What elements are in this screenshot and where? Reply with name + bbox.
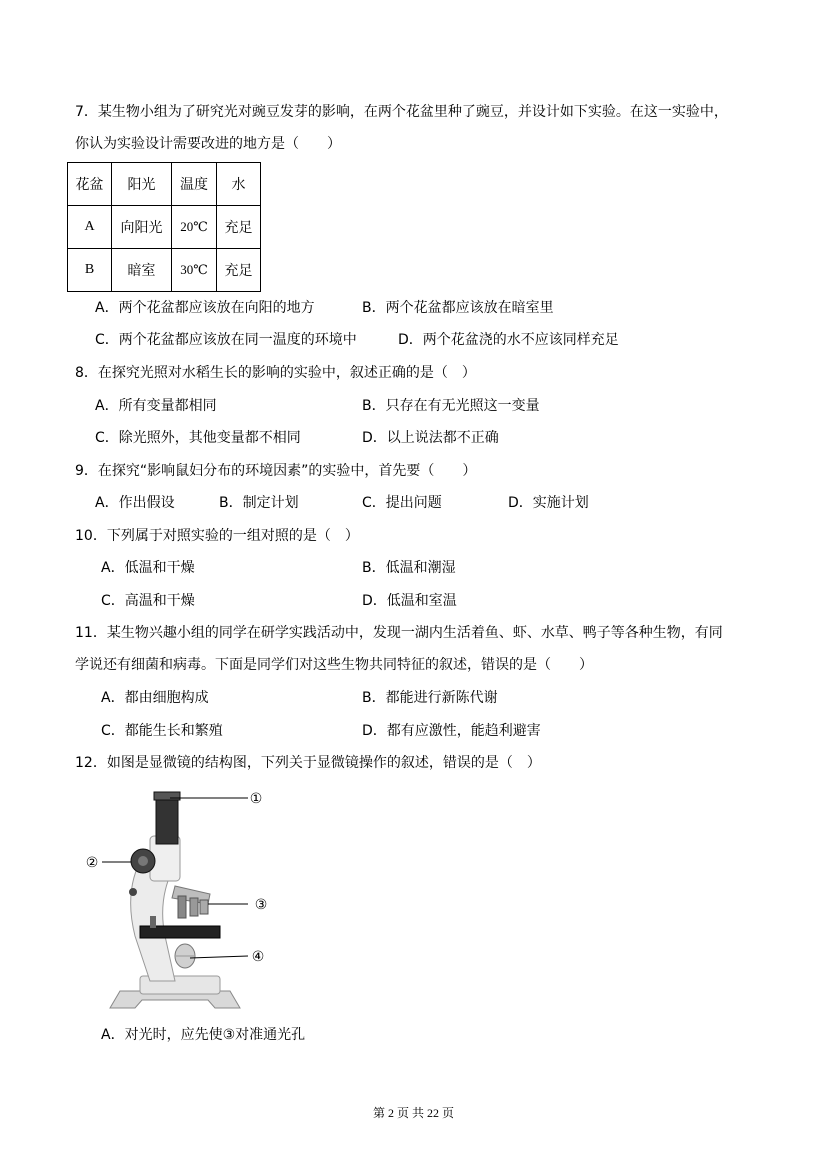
- q12-stem: 12．如图是显微镜的结构图，下列关于显微镜操作的叙述，错误的是（ ）: [75, 755, 541, 771]
- table-row: [68, 249, 261, 292]
- q10-option-b[interactable]: B．低温和潮湿: [362, 560, 456, 576]
- q8-option-a[interactable]: A．所有变量都相同: [95, 398, 217, 414]
- q8-option-d[interactable]: D．以上说法都不正确: [362, 430, 499, 446]
- q9-stem: 9．在探究“影响鼠妇分布的环境因素”的实验中，首先要（ ）: [75, 463, 477, 479]
- figure-label-4: ④: [251, 949, 265, 965]
- q12-option-a[interactable]: A．对光时，应先使③对准通光孔: [101, 1027, 306, 1043]
- q8-option-b[interactable]: B．只存在有无光照这一变量: [362, 398, 540, 414]
- q10-stem: 10．下列属于对照实验的一组对照的是（ ）: [75, 528, 359, 544]
- q7-experiment-table: [67, 162, 261, 292]
- table-cell: 向阳光: [112, 206, 172, 249]
- q10-option-a[interactable]: A．低温和干燥: [101, 560, 195, 576]
- table-header-cell: 阳光: [112, 163, 172, 206]
- q11-option-d[interactable]: D．都有应激性，能趋利避害: [362, 723, 541, 739]
- table-cell: 暗室: [112, 249, 172, 292]
- q7-option-b[interactable]: B．两个花盆都应该放在暗室里: [362, 300, 554, 316]
- microscope-figure: [80, 786, 280, 1016]
- q9-option-c[interactable]: C．提出问题: [362, 495, 442, 511]
- q11-option-a[interactable]: A．都由细胞构成: [101, 690, 209, 706]
- table-cell: 30℃: [172, 249, 217, 292]
- table-header-cell: 温度: [172, 163, 217, 206]
- figure-label-2: ②: [85, 855, 99, 871]
- q10-option-c[interactable]: C．高温和干燥: [101, 593, 195, 609]
- q8-stem: 8．在探究光照对水稻生长的影响的实验中，叙述正确的是（ ）: [75, 365, 476, 381]
- table-header-row: [68, 163, 261, 206]
- table-row: [68, 206, 261, 249]
- q7-option-d[interactable]: D．两个花盆浇的水不应该同样充足: [398, 332, 619, 348]
- page-footer: 第 2 页 共 22 页: [372, 1106, 454, 1120]
- q8-option-c[interactable]: C．除光照外，其他变量都不相同: [95, 430, 301, 446]
- table-cell: 充足: [217, 249, 261, 292]
- q7-option-a[interactable]: A．两个花盆都应该放在向阳的地方: [95, 300, 315, 316]
- table-cell: B: [68, 249, 112, 292]
- q11-stem-line2: 学说还有细菌和病毒。下面是同学们对这些生物共同特征的叙述，错误的是（ ）: [75, 657, 593, 673]
- table-cell: 充足: [217, 206, 261, 249]
- table-cell: 20℃: [172, 206, 217, 249]
- q11-stem-line1: 11．某生物兴趣小组的同学在研学实践活动中，发现一湖内生活着鱼、虾、水草、鸭子等各种生物，有同: [75, 625, 723, 641]
- table-cell: A: [68, 206, 112, 249]
- q9-option-a[interactable]: A．作出假设: [95, 495, 175, 511]
- figure-label-3: ③: [254, 897, 268, 913]
- q11-option-b[interactable]: B．都能进行新陈代谢: [362, 690, 498, 706]
- table-header-cell: 水: [217, 163, 261, 206]
- q11-option-c[interactable]: C．都能生长和繁殖: [101, 723, 223, 739]
- q9-option-b[interactable]: B．制定计划: [219, 495, 299, 511]
- table-header-cell: 花盆: [68, 163, 112, 206]
- q7-option-c[interactable]: C．两个花盆都应该放在同一温度的环境中: [95, 332, 357, 348]
- figure-label-1: ①: [249, 791, 263, 807]
- q9-option-d[interactable]: D．实施计划: [508, 495, 589, 511]
- q10-option-d[interactable]: D．低温和室温: [362, 593, 457, 609]
- q7-stem-line1: 7．某生物小组为了研究光对豌豆发芽的影响，在两个花盆里种了豌豆，并设计如下实验。在这一实验中，: [75, 104, 728, 120]
- q7-stem-line2: 你认为实验设计需要改进的地方是（ ）: [75, 136, 341, 152]
